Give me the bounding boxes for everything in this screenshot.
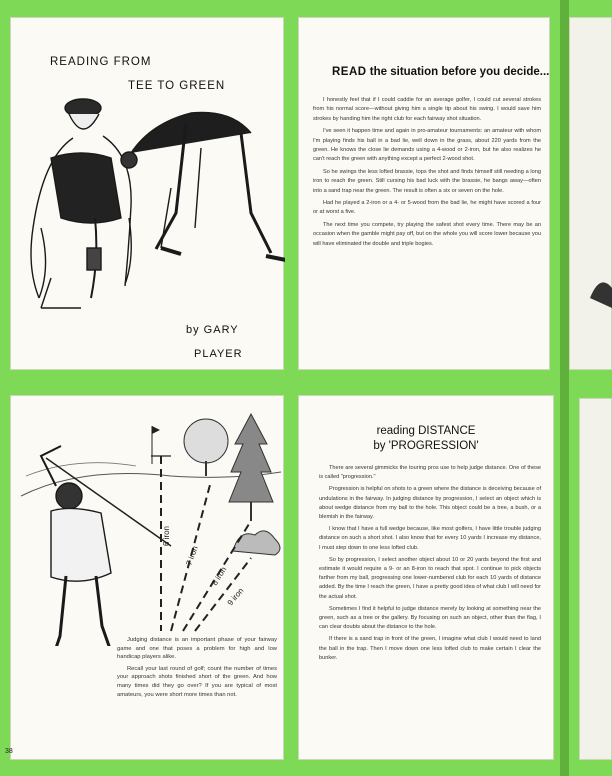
distance-heading-prefix: reading [376, 425, 419, 437]
read-situation-panel [298, 17, 550, 370]
paragraph: Judging distance is an important phase of your fairway game and one that poses a problem for high and low handicap players alike. [117, 637, 277, 661]
label-6-iron: 6 iron [162, 525, 171, 546]
gutter-shadow [560, 0, 569, 776]
read-situation-heading [332, 66, 549, 78]
distance-heading-caps: DISTANCE [418, 425, 476, 437]
label-8-iron: 8 iron [210, 565, 229, 588]
paragraph: Had he played a 2-iron or a 4- or 5-wood from the bad lie, he might have scored a four or at worst a five. [313, 200, 541, 216]
paragraph: There are several gimmicks the touring pros use to help judge distance. One of these is called "progression." [319, 465, 541, 481]
paragraph: I honestly feel that if I could caddie for an average golfer, I could cut several strokes from his normal score—without giving him a single tip about his swing. I would save him strokes by handing him the right club for each fairway shot situation. [313, 97, 541, 122]
title-line-1: READING FROM [50, 56, 152, 68]
distance-progression-panel [298, 395, 554, 760]
golfer-reading-illustration [11, 78, 285, 378]
adjacent-page-edge [579, 398, 612, 760]
read-situation-body [313, 96, 541, 252]
page-number: 38 [5, 748, 13, 755]
paragraph: If there is a sand trap in front of the green, I imagine what club I would need to land the ball in the trap. Then I move down one less lofted club to make certain I clear the bunker. [319, 636, 541, 661]
distance-illustration-panel [10, 395, 284, 760]
paragraph: I've seen it happen time and again in pro-amateur tournaments: an amateur with whom I'm playing finds his ball in a bad lie, well down in the grass, about 220 yards from the green. He knows the close lie demands using a 4-wood or 2-iron, but he also realizes he can't reach the green with anything except a perfect 2-wood shot. [313, 128, 541, 163]
byline-line-1: by GARY [186, 324, 239, 336]
adjacent-page-edge [569, 17, 612, 370]
title-line-2: TEE TO GREEN [128, 80, 226, 92]
distance-body [319, 464, 541, 666]
heading-rest: the situation before you decide... [366, 66, 550, 78]
byline-line-2: PLAYER [194, 348, 243, 360]
distance-heading-line-1 [299, 425, 553, 437]
paragraph: I know that I have a full wedge because, like most golfers, I have little trouble judging distance on such a short shot. I also know that for every 10 yards I increase my distance, I must step down to one less lofted club. [319, 526, 541, 551]
distance-caption [117, 636, 277, 702]
adjacent-page-illustration [570, 268, 612, 308]
label-7-iron: 7 iron [184, 544, 200, 567]
title-panel [10, 17, 284, 370]
paragraph: The next time you compete, try playing the safest shot every time. There may be an occasion when the gamble might pay off, but on the whole you will score lower because you will have eliminated the double and triple bogies. [313, 221, 541, 247]
paragraph: Sometimes I find it helpful to judge distance merely by looking at something near the green, such as a tree or the gallery. By focusing on such an object, other than the flag, I can clear doubts about the distance to the hole. [319, 605, 541, 631]
paragraph: Recall your last round of golf; count the number of times your approach shots finished short of the green. And how many times did they go over? If you are typical of most amateurs, you were short more times than not. [117, 665, 277, 698]
heading-bold-word: READ [332, 66, 367, 78]
paragraph: So he swings the less lofted brassie, tops the shot and finds himself still needing a long iron to reach the green. Still cursing his bad luck with the brassie, he bangs away—often into a sand trap near the green. The result is often a six or seven on the hole. [313, 168, 541, 194]
label-9-iron: 9 iron [225, 586, 246, 608]
paragraph: Progression is helpful on shots to a green where the distance is deceiving because of undulations in the fairway. In judging distance by progression, I select an object which is about wedge distance from my ball to the hole. This object could be a tree, a bush, or a blemish in the fairway. [319, 486, 541, 521]
paragraph: So by progression, I select another object about 10 or 20 yards beyond the first and estimate it would require a 9- or an 8-iron to reach that spot. I continue to pick objects farther from my ball, progressing one lower-numbered club for each 10 yards of distance added. By the time I reach the green, I have a pretty good idea of what club I will need for the actual shot. [319, 556, 541, 600]
distance-heading-line-2: by 'PROGRESSION' [373, 440, 479, 452]
progression-diagram [11, 406, 285, 646]
